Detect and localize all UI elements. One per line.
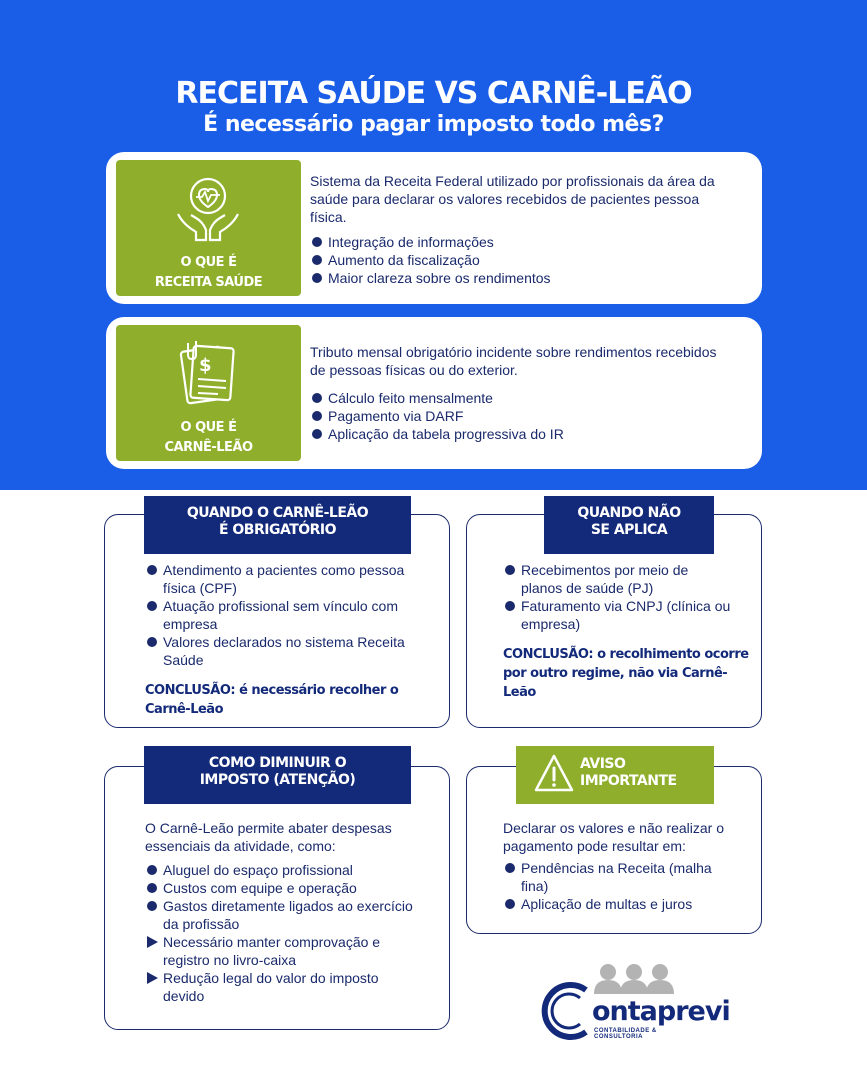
arrow-list-item: Redução legal do valor do imposto devido xyxy=(145,969,415,1005)
list-item: Valores declarados no sistema Receita Saúde xyxy=(145,633,415,669)
contaprevi-logo xyxy=(534,962,730,1042)
carne-leao-list xyxy=(310,389,730,443)
warning-icon xyxy=(533,752,575,796)
receita-saude-description: Sistema da Receita Federal utilizado por profissionais da área da saúde para declarar os valores recebidos de pacientes pessoa física. xyxy=(310,173,715,225)
list-item: Integração de informações xyxy=(310,233,730,251)
receita-saude-card xyxy=(106,152,762,304)
logo-tagline: CONTABILIDADE & CONSULTORIA xyxy=(594,1028,657,1040)
list-item: Aluguel do espaço profissional xyxy=(145,861,415,879)
aviso-header-text xyxy=(580,756,677,790)
logo-name: ontaprevi xyxy=(592,996,730,1027)
list-item: Maior clareza sobre os rendimentos xyxy=(310,269,730,287)
diminuir-intro: O Carnê-Leão permite abater despesas essenciais da atividade, como: xyxy=(145,820,392,854)
list-item: Aumento da fiscalização xyxy=(310,251,730,269)
aviso-header-line2: IMPORTANTE xyxy=(580,773,677,789)
page-title: RECEITA SAÚDE VS CARNÊ-LEÃO xyxy=(175,76,692,111)
document-dollar-icon xyxy=(172,333,244,413)
list-item: Faturamento via CNPJ (clínica ou empresa) xyxy=(503,597,733,633)
carne-leao-card xyxy=(106,317,762,469)
obrigatorio-header xyxy=(144,496,411,554)
obrigatorio-header-line1: QUANDO O CARNÊ-LEÃO xyxy=(186,505,369,521)
obrigatorio-conclusion: CONCLUSÃO: é necessário recolher o Carnê-Leão xyxy=(145,683,399,717)
aviso-intro: Declarar os valores e não realizar o pagamento pode resultar em: xyxy=(503,820,724,854)
list-item: Aplicação de multas e juros xyxy=(503,895,733,913)
receita-saude-label-box xyxy=(116,160,301,296)
diminuir-header-line1: COMO DIMINUIR O xyxy=(208,755,347,771)
list-item: Custos com equipe e operação xyxy=(145,879,415,897)
nao-aplica-header-line2: SE APLICA xyxy=(590,522,668,538)
page-subtitle: É necessário pagar imposto todo mês? xyxy=(203,112,664,137)
carne-leao-label-line1: O QUE É xyxy=(180,420,237,435)
list-item: Recebimentos por meio de planos de saúde (PJ) xyxy=(503,561,733,597)
health-hands-icon xyxy=(172,168,244,248)
list-item: Cálculo feito mensalmente xyxy=(310,389,730,407)
arrow-list-item: Necessário manter comprovação e registro no livro-caixa xyxy=(145,933,415,969)
receita-saude-list xyxy=(310,233,730,287)
diminuir-header xyxy=(144,746,411,804)
list-item: Aplicação da tabela progressiva do IR xyxy=(310,425,730,443)
aviso-header xyxy=(516,746,714,804)
receita-saude-label-line1: O QUE É xyxy=(180,255,237,270)
aviso-list xyxy=(503,859,733,913)
list-item: Atendimento a pacientes como pessoa física (CPF) xyxy=(145,561,415,597)
svg-text:$: $ xyxy=(199,355,212,376)
diminuir-box xyxy=(104,766,450,1030)
aviso-header-line1: AVISO xyxy=(580,756,626,772)
diminuir-list xyxy=(145,861,415,1005)
list-item: Pagamento via DARF xyxy=(310,407,730,425)
list-item: Atuação profissional sem vínculo com empresa xyxy=(145,597,415,633)
obrigatorio-header-line2: É OBRIGATÓRIO xyxy=(218,522,337,538)
diminuir-header-line2: IMPOSTO (ATENÇÃO) xyxy=(199,772,356,788)
nao-aplica-header-line1: QUANDO NÃO xyxy=(577,505,681,521)
list-item: Gastos diretamente ligados ao exercício da profissão xyxy=(145,897,415,933)
obrigatorio-list xyxy=(145,561,415,669)
nao-aplica-list xyxy=(503,561,733,633)
carne-leao-label-box xyxy=(116,325,301,461)
carne-leao-label-line2: CARNÊ-LEÃO xyxy=(164,440,253,455)
nao-aplica-conclusion: CONCLUSÃO: o recolhimento ocorre por outro regime, não via Carnê-Leão xyxy=(503,647,749,700)
nao-aplica-header xyxy=(544,496,714,554)
receita-saude-label-line2: RECEITA SAÚDE xyxy=(154,275,263,290)
carne-leao-description: Tributo mensal obrigatório incidente sobre rendimentos recebidos de pessoas físicas ou do exterior. xyxy=(310,344,717,378)
list-item: Pendências na Receita (malha fina) xyxy=(503,859,733,895)
